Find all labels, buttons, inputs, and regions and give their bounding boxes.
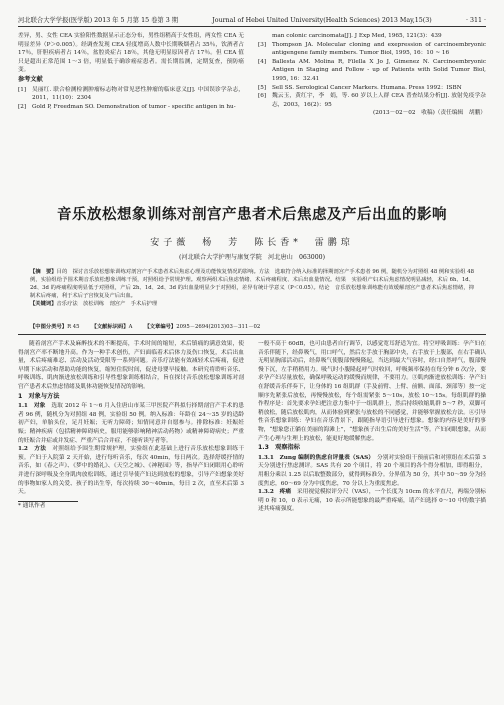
classification-line (30, 322, 474, 330)
bottom-right-column (258, 340, 486, 514)
ref-number: [1] (18, 86, 27, 93)
article-id: 【文章编号】2095－2694(2013)03－311－02 (144, 324, 261, 330)
abstract-block (30, 268, 474, 308)
ref-text: Thompson JA. Molecular cloning and exepression of carcinoembryonic antigengene family members. Tumor Biol, 1995, 16：10 ~ 16 (272, 41, 486, 57)
reference-item (258, 32, 486, 41)
ref-text: Ballesta AM. Molina R, Filella X Jo J, Gimenez N. Carcinoembryonic Antigen in Staging and Follow - up of Patients with Solid Tumor Biol, 1995, 16：32.41 (272, 58, 486, 82)
abstract-text: 目的 探讨音乐放松想象训练对剖宫产手术患者术后焦虑心理及功能恢复情况的影响。方法 选取符合纳入标准的择期剖宫产手术患者 96 例，随机分为对照组 48 例和实验组 48 例，实验组给予围术期音乐放松想象训练干预，对照组给予常规护理。观察两组术后焦虑情绪、术后疼痛程度、术后出血量情况。结果 实验组产妇术后焦虑情况明显减轻，术后 6h、1d、2d、3d 的疼痛程度明显低于对照组，产后 2h、1d、2d、3d 的出血量明显少于对照组，差异有统计学意义（P＜0.05）。结论 音乐放松想象训练能有效缓解剖宫产患者术后焦虑情绪，抑制术后疼痛，利于术后子宫恢复及产后出血。 (30, 269, 474, 300)
abstract-label: 【摘 要】 (30, 269, 57, 275)
ref-text: 吴丽红. 联合检测检测肿瘤标志物对常见恶性肿瘤的临床意义[J]. 中国误诊学杂志，2011，11(10)：2304 (32, 86, 244, 102)
ref-number: [6] (258, 93, 267, 100)
ref-text: 魏云玉，黄红宇，李 娟，等. 60 岁以上人群 CEA 普查结果分析[J]. 放射免疫学杂志，2003，16(2)：95 (272, 93, 486, 108)
reference-item (258, 41, 486, 58)
abstract-rule (18, 334, 486, 335)
reference-item (18, 86, 244, 103)
header-page-number: · 311 · (465, 17, 486, 24)
ref-text: Gold P, Freedman SO. Demonstration of tumor - specific antigen in hu- (32, 103, 236, 110)
abstract (30, 268, 474, 300)
keywords (30, 300, 474, 308)
ref-number: [3] (258, 41, 267, 48)
prev-article-conclusion: 差异，男、女性 CEA 实验阳性数据显示正态分布，男性组稍高于女性组，两女性 CEA 无明显差异（P＞0.005）。经调查发现 CEA 轻度增高人数中长期吸烟者占 35％，饮酒者占 17％，肝胆疾病者占 14％，盆腔炎症占 18％，其他无明显原因者占 17％。但 CEA 值只是超出正常范围 1～3 倍，明显低于确诊癌症患者。需长期监测，定期复查，预防癌变。 (18, 33, 244, 74)
header-rule (18, 26, 486, 27)
ref-number (258, 32, 272, 41)
header-journal-en: Journal of Hebei United University(Health Sciences) 2013 May,15(3) (212, 17, 432, 24)
reference-item (258, 92, 486, 109)
ref-text: man colonic carcinomata[J]. J Exp Med, 1965, 121(3)：439 (272, 33, 442, 39)
top-left-column (18, 32, 244, 111)
footnote: * 通讯作者 (18, 502, 46, 509)
keywords-text: 音乐疗法 放松训练 剖宫产 手术后护理 (56, 301, 158, 308)
top-right-column (258, 32, 486, 118)
ref-text: Sell SS. Serological Cancer Markers. Humana. Press 1992：ISBN (272, 84, 462, 91)
subsection-1-3-2: 1.3.2 疼痛 采用视觉模拟评分尺（VAS），一个长度为 10cm 的水平直尺，两端分别标明 0 和 10，0 表示无痛，10 表示所能想象的最严重疼痛，请产妇选择 0～10 中的数字描述其疼痛强度。 (258, 489, 486, 513)
subsection-1-1: 1.1 对象 选取 2012 年 1～6 月入住唐山市某三甲医院产科拟行择期剖宫产手术的患者 96 例，随机分为对照组 48 例，实验组 50 例。纳入标准：年龄在 24～35 岁的适龄初产妇，单胎头位，足月妊娠；无听力障碍；知情同意并自愿参与。排除标准：妊娠妊娠；精神疾病（包括精神障碍病史，服用能够影响精神活动药物）或精神障碍病史；严重的妊娠合并症或并发症、严重产后合并症，不能听读写者等。 (18, 403, 244, 444)
methods-continued: 一般不高于 60dB，也可由患者自行调节，以感觉宽耳舒适为宜。将空呼吸训练：孕产妇在音乐伴随下，经鼻吸气，用口呼气，然后左手放于胸部中央，右手放于上腹部，在右手确认无明显胸部活动后，经鼻吸气使腹部慢慢隆起，当达到最大气容时，经口自然呼气，腹部慢慢下沉，左手稍稍用力。吸气时小腹隆起呼气时收回，呼吸频率保持在每分钟 6 次/分，要求孕产妇尽量放松，确保呼吸运动的缓慢而规律，不要用力。③肌肉渐进放松训练：孕产妇在舒缓音乐伴奏下，让身体的 16 组肌群（手及前臂、上臂、前额、面部、颈部等）按一定顺序先紧张后放松，再慢慢放松，每个组需紧张 5～10s，放松 10～15s。每组肌群的操作程序是：首先要求孕妇把注意力集中于一组肌群上，然后持续收缩肌群 5～7 秒，双脚可稍放松，随后放松肌肉，从而体验到紧张与放松的不同感觉，并能够掌握放松方法。④引导性音乐想象训练：孕妇在音乐背景下，跟随指导语引导进行想象。想象的内容是美好的事物，“想象您正躺在美丽的海滩上”，“想象孩子出生后的美好生活”等。产妇闭眼想象，从而产生心理与生理上的放松，能更好地缓解焦虑。 (258, 341, 486, 442)
subsection-heading: 1.3 观察指标 (258, 444, 300, 452)
reference-item (258, 84, 486, 93)
references-heading: 参考文献 (18, 75, 43, 83)
received-date: (2013－02－02 收稿)（责任编辑 胡鹏） (372, 110, 486, 117)
subsection-1-3-1: 1.3.1 Zung 编制的焦虑自评量表（SAS） 分别对实验组干预前后和对照组在术后第 3 天分别进行焦虑测评。SAS 共有 20 个项目，将 20 个项目的各个得分相加，即得粗分，用粗分乘以 1.25 以后取整数部分，就得到标准分。分界值为 50 分，其中 50～59 分为轻度焦虑，60～69 分为中度焦虑，70 分以上为重度焦虑。 (258, 454, 486, 487)
reference-item (258, 58, 486, 84)
bottom-left-column (18, 340, 244, 510)
intro-paragraph: 随着剖宫产手术及麻醉技术的不断提高，手术时间的缩短，术后镇痛的满意效果，使得剖宫产率不断地升高。作为一种手术创伤，产妇面临着术后体力及伤口恢复，术后出血量，术后疼痛难忍、活动及活动受限等一系列问题。音乐疗法能有效减轻术后疼痛，促进早期下床活动和帮助功能的恢复，缩短住院时间，促进母婴早接触。本研究将聆听音乐、呼吸训练、肌肉渐进放松训练和引导性想象训练相结合，旨在探讨音乐放松想象训练对剖宫产患者术后焦虑情绪及肌体功能恢复情况的影响。 (18, 341, 244, 390)
ref-number: [2] (18, 103, 27, 110)
section-heading: 1 对象与方法 (18, 392, 60, 400)
subsection-1-2: 1.2 方法 对照组给予围生期常规护理，实验组在此基础上进行音乐放松想象训练干预。产妇于入院第 2 天开始，进行每听音乐，每次 40min，每日两次。选择舒缓抒情的音乐，如《春之声》、《梦中的婚礼》、《天空之城》、《神秘园》等，指导产妇闭眼用心聆听并进行深呼吸及全身肌肉放松训练，通过引导使产妇达到放松的想象，引导产妇想象美好的事物如家人的关爱、孩子的出生等，每次持续 30～40min，每日 2 次，直至术后第 3 天。 (18, 446, 245, 496)
article-authors: 安子薇 杨 芳 陈长香* 雷鹏琼 (150, 238, 354, 248)
keywords-label: 【关键词】 (30, 301, 57, 308)
author-affiliation: (河北联合大学护理与康复学院 河北唐山 063000) (178, 254, 325, 261)
ref-number: [5] (258, 84, 267, 91)
document-code: 【文献标识码】A (91, 324, 133, 330)
running-header (18, 6, 486, 27)
article-title: 音乐放松想象训练对剖宫产患者术后焦虑及产后出血的影响 (57, 207, 447, 223)
reference-item (18, 103, 244, 112)
ref-number: [4] (258, 58, 267, 65)
header-journal-cn: 河北联合大学学报(医学版) 2013 年 5 月第 15 卷第 3 期 (18, 17, 179, 24)
clc-number: 【中图分类号】R 45 (30, 324, 80, 330)
